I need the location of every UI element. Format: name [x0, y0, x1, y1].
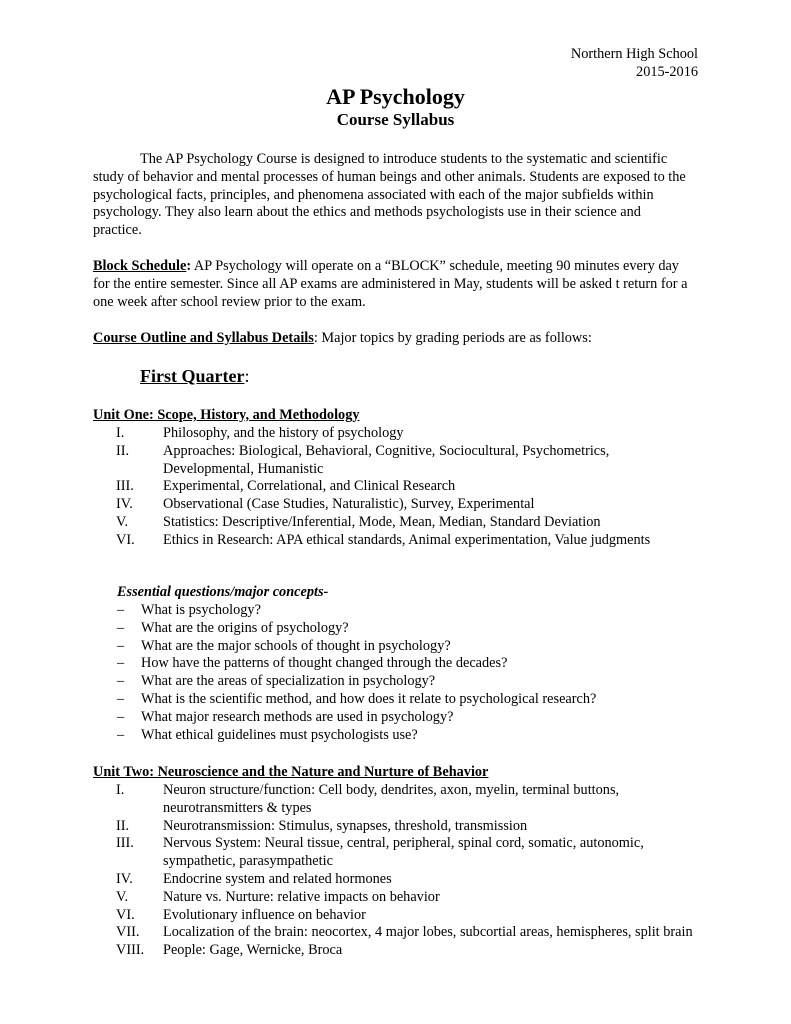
- topic-list-item: [93, 889, 693, 907]
- topic-list-item: [93, 496, 693, 514]
- topic-text: Nervous System: Neural tissue, central, peripheral, spinal cord, somatic, autonomic, sympathetic, parasympathetic: [163, 835, 644, 870]
- topic-list-item: [93, 818, 693, 836]
- question-item: [117, 727, 677, 745]
- block-schedule-text: AP Psychology will operate on a “BLOCK” schedule, meeting 90 minutes every day for the entire semester. Since all AP exams are administered in May, students will be asked t return for a one week after school review prior to the exam.: [93, 258, 688, 310]
- topic-text: Evolutionary influence on behavior: [163, 906, 366, 923]
- topic-numeral: II.: [116, 817, 130, 834]
- topic-text: Approaches: Biological, Behavioral, Cognitive, Sociocultural, Psychometrics, Developmental, Humanistic: [163, 442, 610, 477]
- topic-text: Philosophy, and the history of psychology: [163, 425, 404, 441]
- topic-text: Localization of the brain: neocortex, 4 major lobes, subcortial areas, hemispheres, split brain: [163, 924, 693, 941]
- topic-numeral: II.: [116, 442, 130, 459]
- topic-numeral: III.: [116, 478, 134, 495]
- question-text: What is the scientific method, and how does it relate to psychological research?: [141, 690, 597, 707]
- course-outline-paragraph: [93, 330, 693, 348]
- topic-numeral: VI.: [116, 906, 135, 923]
- topic-text: Neurotransmission: Stimulus, synapses, threshold, transmission: [163, 817, 528, 834]
- intro-paragraph: [93, 151, 693, 240]
- dash-bullet: –: [117, 690, 125, 707]
- topic-text: Statistics: Descriptive/Inferential, Mode, Mean, Median, Standard Deviation: [163, 513, 601, 530]
- topic-numeral: I.: [116, 425, 125, 441]
- essential-questions-heading: Essential questions/major concepts-: [117, 584, 329, 600]
- topic-numeral: IV.: [116, 870, 133, 887]
- intro-text: The AP Psychology Course is designed to introduce students to the systematic and scientific study of behavior and mental processes of human beings and other animals. Students are exposed to the psychological facts, principles, and phenomena associated with each of the major subfields within psychology. They also learn about the ethics and methods psychologists use in their science and practice.: [93, 151, 686, 239]
- topic-numeral: VIII.: [116, 942, 145, 959]
- question-text: What are the origins of psychology?: [141, 619, 349, 636]
- topic-list-item: [93, 532, 693, 550]
- topic-text: Experimental, Correlational, and Clinical Research: [163, 478, 456, 495]
- topic-numeral: V.: [116, 513, 129, 530]
- topic-list-item: [93, 942, 693, 960]
- block-schedule-paragraph: [93, 258, 693, 311]
- dash-bullet: –: [117, 673, 125, 690]
- question-item: [117, 602, 677, 620]
- document-title: AP Psychology: [326, 84, 465, 109]
- topic-list-item: [93, 514, 693, 532]
- dash-bullet: –: [117, 637, 125, 654]
- question-item: [117, 638, 677, 656]
- question-text: How have the patterns of thought changed through the decades?: [141, 655, 508, 672]
- question-item: [117, 620, 677, 638]
- unit-two-title: Unit Two: Neuroscience and the Nature and Nurture of Behavior: [93, 764, 489, 780]
- topic-text: People: Gage, Wernicke, Broca: [163, 942, 343, 959]
- dash-bullet: –: [117, 602, 125, 618]
- course-outline-text: : Major topics by grading periods are as follows:: [313, 330, 592, 346]
- question-text: What are the major schools of thought in psychology?: [141, 637, 451, 654]
- dash-bullet: –: [117, 708, 125, 725]
- unit-one-topics: [93, 425, 693, 550]
- topic-list-item: [93, 871, 693, 889]
- school-name: Northern High School: [570, 46, 698, 62]
- topic-text: Nature vs. Nurture: relative impacts on behavior: [163, 888, 440, 905]
- question-item: [117, 673, 677, 691]
- dash-bullet: –: [117, 726, 125, 743]
- quarter-label: First Quarter: [140, 366, 245, 386]
- topic-text: Observational (Case Studies, Naturalistic), Survey, Experimental: [163, 496, 535, 513]
- unit-one-title: Unit One: Scope, History, and Methodology: [93, 407, 360, 423]
- document-subtitle: Course Syllabus: [336, 110, 455, 129]
- essential-questions-list: [117, 602, 677, 744]
- course-outline-label: Course Outline and Syllabus Details: [93, 330, 314, 346]
- topic-list-item: [93, 478, 693, 496]
- quarter-suffix: :: [244, 366, 250, 386]
- topic-numeral: VII.: [116, 924, 140, 941]
- question-text: What major research methods are used in psychology?: [141, 708, 454, 725]
- question-text: What ethical guidelines must psychologists use?: [141, 726, 418, 743]
- topic-text: Ethics in Research: APA ethical standards, Animal experimentation, Value judgments: [163, 531, 651, 548]
- topic-list-item: [93, 924, 693, 942]
- question-text: What is psychology?: [141, 602, 261, 618]
- topic-numeral: VI.: [116, 531, 135, 548]
- topic-numeral: IV.: [116, 496, 133, 513]
- topic-text: Neuron structure/function: Cell body, dendrites, axon, myelin, terminal buttons, neurotransmitters & types: [163, 782, 620, 816]
- topic-numeral: III.: [116, 835, 134, 852]
- question-item: [117, 709, 677, 727]
- dash-bullet: –: [117, 619, 125, 636]
- topic-list-item: [93, 443, 693, 479]
- block-schedule-colon: :: [186, 258, 192, 274]
- quarter-heading: [140, 365, 249, 387]
- school-year: 2015-2016: [636, 64, 698, 80]
- topic-list-item: [93, 835, 693, 871]
- topic-list-item: [93, 907, 693, 925]
- question-text: What are the areas of specialization in psychology?: [141, 673, 436, 690]
- unit-two-topics: [93, 782, 693, 960]
- topic-numeral: V.: [116, 888, 129, 905]
- topic-list-item: [93, 782, 693, 818]
- question-item: [117, 655, 677, 673]
- topic-numeral: I.: [116, 782, 125, 798]
- dash-bullet: –: [117, 655, 125, 672]
- topic-text: Endocrine system and related hormones: [163, 870, 392, 887]
- question-item: [117, 691, 677, 709]
- block-schedule-label: Block Schedule: [93, 258, 187, 274]
- topic-list-item: [93, 425, 693, 443]
